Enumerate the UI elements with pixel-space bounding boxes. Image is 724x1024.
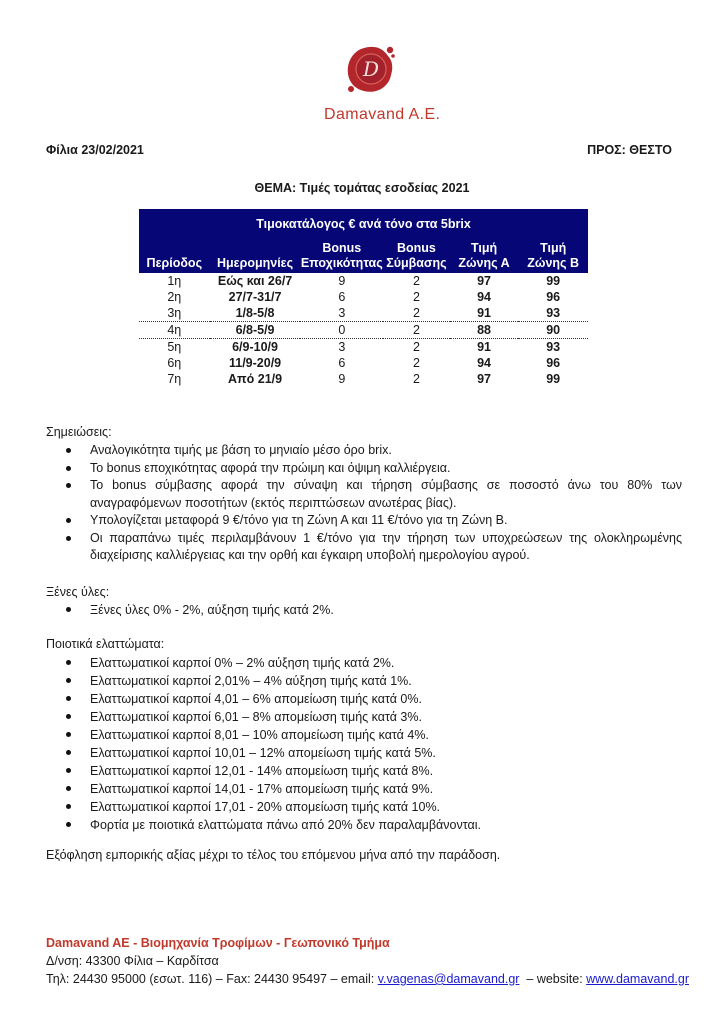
list-item: Οι παραπάνω τιμές περιλαμβάνουν 1 €/τόνο για την τήρηση των υποχρεώσεων της ολοκληρωμένης διαχείρισης καλλιέργειας και την ορθή και έγκαιρη υποβολή ημερολογίου αγρού. [64,530,682,565]
list-item: Φορτία με ποιοτικά ελαττώματα πάνω από 20% δεν παραλαμβάνονται. [64,816,481,834]
cell-seasonal-bonus: 6 [338,356,346,370]
list-item: Ελαττωματικοί καρποί 14,01 - 17% απομείωση τιμής κατά 9%. [64,780,481,798]
company-name: Damavand A.E. [324,106,441,123]
list-item: Ελαττωματικοί καρποί 2,01% – 4% αύξηση τιμής κατά 1%. [64,672,481,690]
bullet-icon [66,804,71,809]
bullet-icon [66,786,71,791]
cell-dates: 6/9-10/9 [232,340,278,354]
recipient: ΠΡΟΣ: ΘΕΣΤΟ [587,143,672,157]
list-item: Το bonus σύμβασης αφορά την σύναψη και τήρηση σύμβασης σε ποσοστό άνω του 80% των αναγραφόμενων ποσοτήτων (εκτός περιπτώσεων ανωτέρας βίας). [64,477,682,512]
cell-price-b: 93 [546,340,561,354]
cell-period: 1η [167,274,182,288]
wax-seal-icon [344,44,396,94]
column-header-contract-bonus: Bonus Σύμβασης [383,237,450,273]
website-link[interactable]: www.damavand.gr [586,972,689,986]
cell-price-b: 96 [546,356,561,370]
list-item: Ελαττωματικοί καρποί 17,01 - 20% απομείωση τιμής κατά 10%. [64,798,481,816]
cell-seasonal-bonus: 3 [338,340,346,354]
subject-title: ΘΕΜΑ: Τιμές τομάτας εσοδείας 2021 [254,181,470,195]
cell-contract-bonus: 2 [412,356,420,370]
cell-dates: 11/9-20/9 [228,356,282,370]
cell-contract-bonus: 2 [412,290,420,304]
table-row [139,322,588,339]
table-row [139,355,588,371]
bullet-icon [66,607,71,612]
cell-seasonal-bonus: 3 [300,305,383,322]
cell-contract-bonus: 2 [383,305,450,322]
list-item: Αναλογικότητα τιμής με βάση το μηνιαίο μέσο όρο brix. [64,442,682,460]
bullet-icon [66,696,71,701]
foreign-matter-list [64,601,334,619]
cell-period: 4η [139,322,210,339]
footer-contact [46,970,689,988]
list-item: Ελαττωματικοί καρποί 4,01 – 6% απομείωση τιμής κατά 0%. [64,690,481,708]
cell-dates: 1/8-5/8 [210,305,301,322]
cell-seasonal-bonus: 9 [338,372,346,386]
email-link[interactable]: v.vagenas@damavand.gr [377,972,520,986]
cell-price-a: 88 [450,322,519,339]
table-row [139,273,588,289]
cell-price-a: 91 [450,305,519,322]
cell-price-a: 91 [477,340,491,354]
quality-defects-title: Ποιοτικά ελαττώματα: [46,637,165,651]
cell-price-b: 90 [518,322,588,339]
bullet-icon [66,660,71,665]
list-item: Ελαττωματικοί καρποί 0% – 2% αύξηση τιμής κατά 2%. [64,654,481,672]
cell-period: 5η [167,340,182,354]
table-caption: Τιμοκατάλογος € ανά τόνο στα 5brix [139,209,588,237]
list-item: Ελαττωματικοί καρποί 6,01 – 8% απομείωση τιμής κατά 3%. [64,708,481,726]
cell-dates: Εώς και 26/7 [217,274,293,288]
cell-period: 7η [167,372,182,386]
cell-dates: Από 21/9 [228,372,283,386]
list-item: Το bonus εποχικότητας αφορά την πρώιμη και όψιμη καλλιέργεια. [64,460,682,478]
notes-list [64,442,682,565]
cell-price-b: 96 [546,290,561,304]
bullet-icon [66,678,71,683]
cell-price-a: 97 [477,372,491,386]
footer-company: Damavand AE - Βιομηχανία Τροφίμων - Γεωπονικό Τμήμα [46,936,390,950]
bullet-icon [66,750,71,755]
cell-contract-bonus: 2 [412,372,420,386]
cell-contract-bonus: 2 [383,322,450,339]
bullet-icon [66,483,71,488]
bullet-icon [66,536,71,541]
cell-contract-bonus: 2 [412,274,420,288]
cell-price-b: 99 [546,372,561,386]
cell-dates: 27/7-31/7 [228,290,282,304]
quality-defects-list [64,654,481,834]
company-logo [320,40,460,135]
cell-price-a: 94 [477,356,491,370]
cell-seasonal-bonus: 0 [300,322,383,339]
table-row [139,289,588,305]
cell-price-a: 97 [477,274,491,288]
cell-period: 6η [167,356,182,370]
cell-period: 3η [139,305,210,322]
bullet-icon [66,822,71,827]
footer-phone: Τηλ: 24430 95000 (εσωτ. 116) – Fax: 24430 95497 – email: [46,972,378,986]
bullet-icon [66,714,71,719]
table-row [139,305,588,322]
footer [46,934,689,988]
notes-title: Σημειώσεις: [46,425,112,439]
cell-contract-bonus: 2 [412,340,420,354]
list-item: Ξένες ύλες 0% - 2%, αύξηση τιμής κατά 2%. [64,601,334,619]
cell-dates: 6/8-5/9 [210,322,301,339]
bullet-icon [66,518,71,523]
table-row [139,371,588,387]
list-item: Ελαττωματικοί καρποί 8,01 – 10% απομείωση τιμής κατά 4%. [64,726,481,744]
footer-website-label: – website: [519,972,587,986]
cell-price-b: 93 [518,305,588,322]
bullet-icon [66,732,71,737]
column-header-period: Περίοδος [139,237,210,273]
foreign-matter-title: Ξένες ύλες: [46,585,110,599]
price-table [139,209,588,387]
footer-address: Δ/νση: 43300 Φίλια – Καρδίτσα [46,954,219,968]
payment-note: Εξόφληση εμπορικής αξίας μέχρι το τέλος του επόμενου μήνα από την παράδοση. [46,848,501,862]
cell-period: 2η [167,290,182,304]
cell-price-b: 99 [546,274,561,288]
cell-price-a: 94 [477,290,491,304]
list-item: Ελαττωματικοί καρποί 12,01 - 14% απομείωση τιμής κατά 8%. [64,762,481,780]
cell-seasonal-bonus: 9 [338,274,346,288]
table-row [139,339,588,356]
cell-seasonal-bonus: 6 [338,290,346,304]
svg-text:D: D [362,57,380,81]
list-item: Ελαττωματικοί καρποί 10,01 – 12% απομείωση τιμής κατά 5%. [64,744,481,762]
date-line: Φίλια 23/02/2021 [46,143,144,157]
bullet-icon [66,768,71,773]
bullet-icon [66,466,71,471]
bullet-icon [66,448,71,453]
column-header-price-zone-b: Τιμή Ζώνης Β [518,237,588,273]
column-header-price-zone-a: Τιμή Ζώνης Α [450,237,519,273]
column-header-seasonal-bonus: Bonus Εποχικότητας [300,237,383,273]
column-header-dates: Ημερομηνίες [210,237,301,273]
list-item: Υπολογίζεται μεταφορά 9 €/τόνο για τη Ζώνη Α και 11 €/τόνο για τη Ζώνη Β. [64,512,682,530]
